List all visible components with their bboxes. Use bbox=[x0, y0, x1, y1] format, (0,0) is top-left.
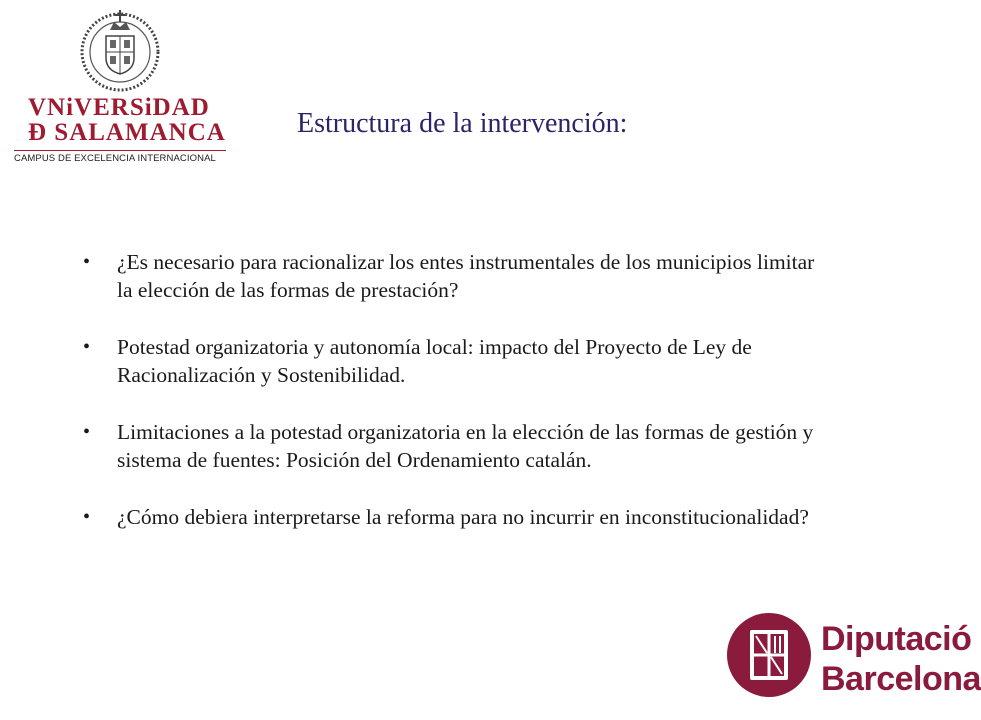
university-name-line2: Ð SALAMANCA bbox=[28, 119, 226, 146]
bullet-item bbox=[80, 248, 820, 304]
university-name-line1: VNiVERSiDAD bbox=[28, 94, 210, 121]
bullet-marker: • bbox=[83, 506, 91, 528]
diputacio-emblem-icon bbox=[726, 612, 812, 698]
bullet-text: ¿Cómo debiera interpretarse la reforma para no incurrir en inconstitucionalidad? bbox=[117, 505, 809, 529]
university-seal-icon bbox=[70, 6, 170, 94]
bullet-marker: • bbox=[83, 251, 91, 273]
bullet-item bbox=[80, 503, 820, 531]
bullet-marker: • bbox=[83, 421, 91, 443]
diputacio-logo bbox=[726, 612, 981, 712]
university-campus-tagline: CAMPUS DE EXCELENCIA INTERNACIONAL bbox=[14, 153, 216, 164]
diputacio-name-line1: Diputació bbox=[821, 620, 972, 658]
university-logo bbox=[10, 6, 232, 164]
bullet-text: Potestad organizatoria y autonomía local: impacto del Proyecto de Ley de Racionalización y Sostenibilidad. bbox=[117, 335, 752, 387]
diputacio-name-line2: Barcelona bbox=[821, 660, 981, 698]
bullet-marker: • bbox=[83, 336, 91, 358]
slide-title: Estructura de la intervención: bbox=[297, 108, 628, 139]
bullet-list bbox=[80, 248, 820, 531]
bullet-item bbox=[80, 333, 820, 389]
logo-divider bbox=[14, 150, 226, 151]
bullet-item bbox=[80, 418, 820, 474]
bullet-text: Limitaciones a la potestad organizatoria en la elección de las formas de gestión y sistema de fuentes: Posición del Ordenamiento catalán. bbox=[117, 420, 814, 472]
bullet-text: ¿Es necesario para racionalizar los entes instrumentales de los municipios limitar la elección de las formas de prestación? bbox=[117, 250, 815, 302]
